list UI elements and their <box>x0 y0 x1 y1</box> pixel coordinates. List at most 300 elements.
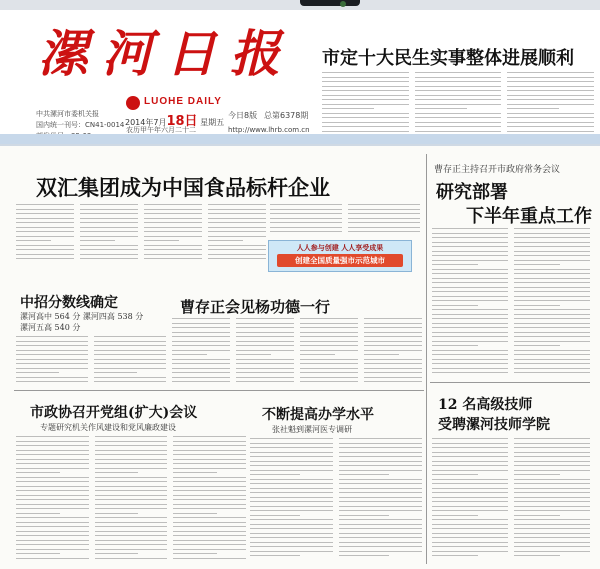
text-line <box>514 345 560 346</box>
text-line <box>514 282 590 283</box>
text-line <box>16 258 74 259</box>
text-line <box>16 486 89 487</box>
text-line <box>432 447 508 448</box>
text-line <box>364 332 422 333</box>
text-column <box>172 318 230 386</box>
text-line <box>514 278 590 279</box>
text-line <box>432 524 508 525</box>
text-line <box>364 327 422 328</box>
text-line <box>514 474 560 475</box>
text-line <box>172 323 230 324</box>
text-line <box>514 465 590 466</box>
text-line <box>95 513 139 514</box>
text-line <box>322 117 409 118</box>
text-line <box>173 459 246 460</box>
text-line <box>250 461 333 462</box>
text-line <box>16 345 88 346</box>
lunar-date: 农历甲午年六月二十二 <box>126 126 196 134</box>
text-line <box>16 540 89 541</box>
date-day: 18日 <box>166 114 198 129</box>
text-line <box>514 443 590 444</box>
text-line <box>236 350 294 351</box>
text-line <box>432 273 508 274</box>
text-line <box>16 531 89 532</box>
text-line <box>250 470 333 471</box>
text-line <box>95 540 168 541</box>
text-line <box>339 492 422 493</box>
date-weekday: 星期五 <box>200 118 225 127</box>
text-line <box>339 461 422 462</box>
text-line <box>95 490 168 491</box>
text-line <box>208 254 266 255</box>
text-line <box>432 255 508 256</box>
text-line <box>250 497 333 498</box>
text-line <box>432 242 508 243</box>
text-line <box>514 510 590 511</box>
meeting-kicker: 曹存正主持召开市政府常务会议 <box>434 165 561 175</box>
text-column <box>80 204 138 263</box>
text-line <box>16 240 51 241</box>
tech-article-body <box>432 438 590 562</box>
header-band <box>0 134 600 144</box>
banner-title: 创建全国质量强市示范城市 <box>277 254 403 267</box>
text-line <box>208 204 266 205</box>
text-line <box>144 249 202 250</box>
text-line <box>172 341 230 342</box>
text-line <box>339 470 422 471</box>
text-line <box>514 524 590 525</box>
column-rule <box>426 154 427 564</box>
text-line <box>173 486 246 487</box>
text-column <box>236 318 294 386</box>
text-line <box>250 510 333 511</box>
text-line <box>514 492 590 493</box>
text-line <box>94 363 166 364</box>
text-line <box>173 504 246 505</box>
text-column <box>16 336 88 386</box>
text-line <box>173 544 246 545</box>
text-line <box>432 363 508 364</box>
text-line <box>432 287 508 288</box>
text-line <box>300 327 358 328</box>
text-line <box>514 341 590 342</box>
text-line <box>300 336 358 337</box>
text-line <box>173 472 217 473</box>
text-line <box>236 377 294 378</box>
text-line <box>432 246 508 247</box>
text-line <box>95 486 168 487</box>
text-line <box>339 555 389 556</box>
text-line <box>507 90 594 91</box>
masthead-char: 漯 <box>38 24 88 83</box>
text-line <box>94 350 166 351</box>
text-column <box>208 204 266 263</box>
text-line <box>432 237 508 238</box>
text-line <box>415 108 467 109</box>
text-line <box>173 558 246 559</box>
text-line <box>514 497 590 498</box>
text-line <box>507 104 594 105</box>
text-line <box>173 463 246 464</box>
text-line <box>300 381 358 382</box>
text-line <box>300 359 358 360</box>
text-column <box>339 438 422 560</box>
text-line <box>415 95 502 96</box>
text-line <box>514 323 590 324</box>
text-line <box>16 245 74 246</box>
tech-title-2: 受聘漯河技师学院 <box>438 417 550 433</box>
text-line <box>95 535 168 536</box>
text-line <box>144 204 202 205</box>
text-line <box>339 479 422 480</box>
text-column <box>16 436 89 562</box>
text-line <box>173 553 217 554</box>
text-line <box>250 501 333 502</box>
text-line <box>322 108 374 109</box>
text-line <box>339 542 422 543</box>
text-line <box>173 517 246 518</box>
text-line <box>432 542 508 543</box>
text-line <box>16 459 89 460</box>
browser-top-strip <box>0 0 600 10</box>
text-line <box>364 363 422 364</box>
masthead-char: 日 <box>166 24 216 83</box>
text-line <box>16 558 89 559</box>
text-line <box>514 318 590 319</box>
text-line <box>236 323 294 324</box>
text-line <box>16 209 74 210</box>
text-line <box>250 506 333 507</box>
text-line <box>339 488 422 489</box>
text-line <box>432 323 508 324</box>
text-line <box>339 497 422 498</box>
text-line <box>514 242 590 243</box>
cppcc-article-body <box>16 436 246 562</box>
text-line <box>144 240 179 241</box>
text-line <box>507 108 559 109</box>
text-line <box>16 436 89 437</box>
text-line <box>95 553 139 554</box>
text-line <box>300 345 358 346</box>
text-line <box>172 354 207 355</box>
text-line <box>507 131 594 132</box>
text-line <box>415 77 502 78</box>
text-line <box>364 368 422 369</box>
text-line <box>250 483 333 484</box>
shuanghui-article-body <box>16 204 266 266</box>
text-line <box>432 372 508 373</box>
text-line <box>173 481 246 482</box>
text-line <box>432 488 508 489</box>
text-line <box>173 513 217 514</box>
text-line <box>16 227 74 228</box>
text-column <box>300 318 358 386</box>
text-line <box>432 264 478 265</box>
text-line <box>16 450 89 451</box>
text-column <box>173 436 246 562</box>
text-line <box>94 368 166 369</box>
text-line <box>16 508 89 509</box>
text-line <box>16 336 88 337</box>
text-line <box>322 113 409 114</box>
text-line <box>16 231 74 232</box>
text-line <box>270 213 342 214</box>
text-line <box>172 363 230 364</box>
text-line <box>432 341 508 342</box>
text-line <box>364 377 422 378</box>
text-line <box>348 218 420 219</box>
text-line <box>16 477 89 478</box>
text-line <box>432 456 508 457</box>
text-line <box>173 549 246 550</box>
text-line <box>322 99 409 100</box>
text-line <box>514 528 590 529</box>
text-line <box>339 533 422 534</box>
text-line <box>95 558 168 559</box>
text-line <box>432 282 508 283</box>
text-line <box>236 318 294 319</box>
text-line <box>173 490 246 491</box>
text-line <box>173 526 246 527</box>
text-line <box>172 359 230 360</box>
text-line <box>144 227 202 228</box>
text-line <box>250 488 333 489</box>
text-line <box>322 90 409 91</box>
text-line <box>236 327 294 328</box>
text-line <box>514 350 590 351</box>
text-line <box>432 470 508 471</box>
text-line <box>16 481 89 482</box>
text-line <box>16 472 60 473</box>
text-line <box>322 104 409 105</box>
text-line <box>514 519 590 520</box>
text-line <box>208 231 266 232</box>
text-line <box>80 245 138 246</box>
text-line <box>514 542 590 543</box>
logo-icon <box>126 96 140 110</box>
text-line <box>432 332 508 333</box>
text-line <box>364 341 422 342</box>
text-line <box>16 381 88 382</box>
school-subtitle: 张社魁到漯河医专调研 <box>272 425 352 434</box>
text-line <box>432 350 508 351</box>
text-line <box>339 465 422 466</box>
text-line <box>339 501 422 502</box>
newspaper-header <box>0 10 600 146</box>
text-line <box>172 372 230 373</box>
text-line <box>95 517 168 518</box>
text-line <box>514 237 590 238</box>
text-line <box>432 233 508 234</box>
text-line <box>95 522 168 523</box>
text-line <box>514 260 590 261</box>
text-line <box>514 296 590 297</box>
text-line <box>173 499 246 500</box>
text-line <box>16 249 74 250</box>
text-line <box>300 341 358 342</box>
text-line <box>16 490 89 491</box>
text-line <box>514 488 590 489</box>
text-line <box>432 510 508 511</box>
text-line <box>339 447 422 448</box>
text-line <box>144 254 202 255</box>
text-line <box>432 515 478 516</box>
text-line <box>16 499 89 500</box>
text-line <box>514 551 590 552</box>
text-line <box>95 544 168 545</box>
text-line <box>94 381 166 382</box>
text-line <box>507 126 594 127</box>
text-line <box>173 454 246 455</box>
text-line <box>172 327 230 328</box>
text-column <box>348 204 420 236</box>
text-line <box>270 204 342 205</box>
text-line <box>432 461 508 462</box>
text-line <box>348 209 420 210</box>
text-line <box>514 327 590 328</box>
text-line <box>250 555 300 556</box>
text-line <box>172 318 230 319</box>
text-line <box>339 546 422 547</box>
text-line <box>432 474 478 475</box>
text-column <box>514 228 590 377</box>
text-line <box>507 95 594 96</box>
text-line <box>95 531 168 532</box>
cao-meeting-headline: 曹存正会见杨功德一行 <box>180 298 331 316</box>
text-line <box>173 508 246 509</box>
text-line <box>236 359 294 360</box>
text-line <box>95 445 168 446</box>
text-line <box>514 515 560 516</box>
text-line <box>173 540 246 541</box>
text-line <box>144 222 202 223</box>
top-headline: 市定十大民生实事整体进展顺利 <box>322 48 574 69</box>
date-prefix: 2014年7月 <box>125 118 167 127</box>
text-line <box>432 336 508 337</box>
text-line <box>250 456 333 457</box>
text-line <box>364 372 422 373</box>
cppcc-title: 市政协召开党组(扩大)会议 <box>30 405 198 421</box>
school-title: 不断提高办学水平 <box>262 407 374 423</box>
text-line <box>94 336 166 337</box>
masthead-char: 报 <box>230 24 280 83</box>
text-line <box>16 222 74 223</box>
text-column <box>270 204 342 236</box>
text-line <box>236 363 294 364</box>
text-line <box>432 501 508 502</box>
text-line <box>514 332 590 333</box>
text-line <box>172 350 230 351</box>
text-line <box>16 372 59 373</box>
text-line <box>415 99 502 100</box>
text-line <box>144 245 202 246</box>
text-line <box>80 222 138 223</box>
text-line <box>432 528 508 529</box>
text-line <box>348 213 420 214</box>
text-line <box>514 273 590 274</box>
text-line <box>339 506 422 507</box>
text-line <box>432 309 508 310</box>
text-line <box>173 468 246 469</box>
text-line <box>514 305 560 306</box>
text-line <box>415 126 502 127</box>
text-line <box>339 443 422 444</box>
text-line <box>514 291 590 292</box>
meeting-article-body <box>432 228 590 378</box>
text-line <box>432 300 508 301</box>
text-line <box>16 236 74 237</box>
publisher-label: 中共漯河市委机关报 <box>36 110 99 118</box>
exam-article-body <box>16 336 166 386</box>
text-line <box>300 377 358 378</box>
text-line <box>507 122 594 123</box>
text-line <box>94 354 166 355</box>
text-line <box>364 381 422 382</box>
text-line <box>208 227 266 228</box>
text-line <box>432 555 478 556</box>
text-line <box>364 318 422 319</box>
text-line <box>80 258 138 259</box>
text-line <box>16 368 88 369</box>
text-line <box>236 381 294 382</box>
text-line <box>16 526 89 527</box>
text-line <box>432 465 508 466</box>
text-line <box>173 522 246 523</box>
text-line <box>236 345 294 346</box>
text-line <box>514 456 590 457</box>
text-line <box>173 477 246 478</box>
text-line <box>415 122 502 123</box>
text-line <box>514 246 590 247</box>
masthead-char: 河 <box>102 24 152 83</box>
text-line <box>514 372 590 373</box>
text-line <box>94 372 137 373</box>
text-line <box>514 255 590 256</box>
text-line <box>432 479 508 480</box>
text-line <box>16 377 88 378</box>
meeting-title-2: 下半年重点工作 <box>466 206 592 227</box>
text-line <box>432 318 508 319</box>
text-line <box>348 231 420 232</box>
text-line <box>364 336 422 337</box>
text-line <box>514 506 590 507</box>
text-line <box>95 472 139 473</box>
text-line <box>16 350 88 351</box>
text-line <box>514 287 590 288</box>
quality-city-banner <box>268 240 412 272</box>
text-line <box>339 452 422 453</box>
text-line <box>514 483 590 484</box>
text-line <box>144 231 202 232</box>
text-line <box>432 497 508 498</box>
text-line <box>16 517 89 518</box>
text-line <box>16 463 89 464</box>
status-dot-icon <box>340 1 346 7</box>
text-line <box>95 481 168 482</box>
text-line <box>432 354 508 355</box>
text-line <box>95 508 168 509</box>
text-column <box>514 438 590 560</box>
text-line <box>95 450 168 451</box>
text-line <box>172 377 230 378</box>
text-line <box>250 492 333 493</box>
text-line <box>80 218 138 219</box>
text-line <box>95 477 168 478</box>
meeting-title-1: 研究部署 <box>436 182 508 203</box>
text-line <box>514 300 590 301</box>
text-line <box>172 345 230 346</box>
text-line <box>339 483 422 484</box>
